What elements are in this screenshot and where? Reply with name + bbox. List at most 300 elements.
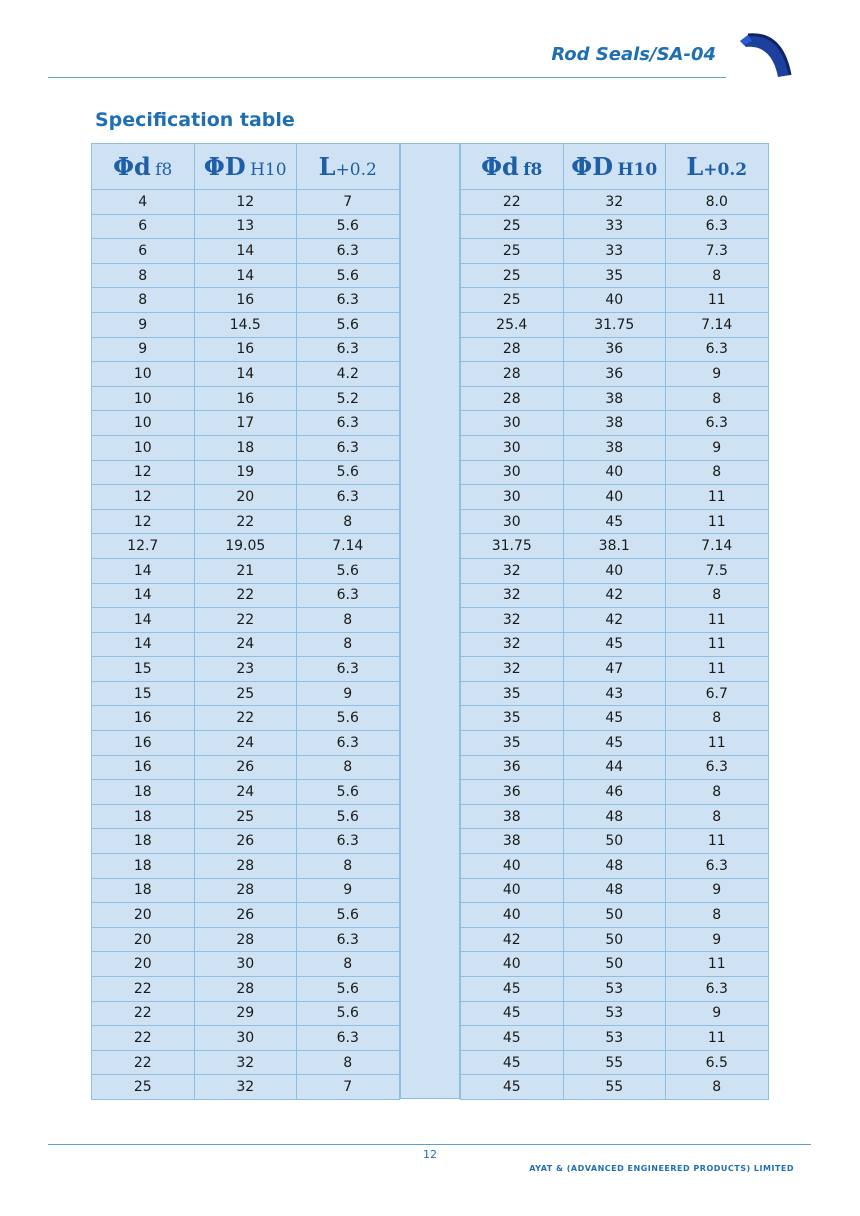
table-cell: 6.3 bbox=[297, 927, 400, 952]
table-cell: 5.6 bbox=[297, 977, 400, 1002]
table-cell: 45 bbox=[461, 1026, 564, 1051]
table-cell: 8 bbox=[297, 509, 400, 534]
table-cell: 32 bbox=[194, 1050, 297, 1075]
table-cell: 11 bbox=[666, 485, 769, 510]
table-cell: 22 bbox=[194, 608, 297, 633]
table-cell: 24 bbox=[194, 632, 297, 657]
table-row bbox=[92, 657, 400, 682]
table-cell: 53 bbox=[563, 1001, 666, 1026]
table-cell: 45 bbox=[461, 1075, 564, 1100]
table-cell: 40 bbox=[563, 558, 666, 583]
table-cell: 16 bbox=[194, 386, 297, 411]
col-header-length: L+0.2 bbox=[666, 144, 769, 190]
table-row bbox=[92, 558, 400, 583]
table-row bbox=[92, 509, 400, 534]
table-row bbox=[92, 632, 400, 657]
table-cell: 11 bbox=[666, 1026, 769, 1051]
table-cell: 10 bbox=[92, 411, 195, 436]
table-cell: 8 bbox=[297, 632, 400, 657]
table-cell: 22 bbox=[194, 706, 297, 731]
table-cell: 20 bbox=[92, 903, 195, 928]
table-row bbox=[461, 903, 769, 928]
table-cell: 53 bbox=[563, 977, 666, 1002]
table-row bbox=[92, 903, 400, 928]
table-cell: 40 bbox=[563, 485, 666, 510]
table-cell: 44 bbox=[563, 755, 666, 780]
table-cell: 6.3 bbox=[666, 411, 769, 436]
table-cell: 45 bbox=[461, 977, 564, 1002]
table-cell: 11 bbox=[666, 731, 769, 756]
col-header-length: L+0.2 bbox=[297, 144, 400, 190]
table-cell: 6.3 bbox=[666, 977, 769, 1002]
table-row bbox=[461, 411, 769, 436]
table-cell: 45 bbox=[563, 706, 666, 731]
table-cell: 14 bbox=[194, 239, 297, 264]
table-row bbox=[461, 460, 769, 485]
table-cell: 6.3 bbox=[297, 485, 400, 510]
table-cell: 32 bbox=[461, 558, 564, 583]
table-cell: 12 bbox=[92, 509, 195, 534]
table-cell: 32 bbox=[563, 190, 666, 215]
table-row bbox=[92, 878, 400, 903]
table-cell: 50 bbox=[563, 903, 666, 928]
table-cell: 8 bbox=[297, 608, 400, 633]
table-cell: 6.7 bbox=[666, 681, 769, 706]
table-cell: 36 bbox=[461, 755, 564, 780]
table-cell: 28 bbox=[461, 386, 564, 411]
table-cell: 7.14 bbox=[666, 312, 769, 337]
table-cell: 45 bbox=[563, 509, 666, 534]
table-cell: 14.5 bbox=[194, 312, 297, 337]
table-row bbox=[92, 460, 400, 485]
page-number: 12 bbox=[423, 1148, 437, 1161]
table-row bbox=[92, 337, 400, 362]
table-cell: 32 bbox=[194, 1075, 297, 1100]
table-row bbox=[461, 731, 769, 756]
table-row bbox=[461, 239, 769, 264]
table-row bbox=[92, 312, 400, 337]
table-cell: 25 bbox=[92, 1075, 195, 1100]
footer-divider bbox=[48, 1144, 811, 1145]
table-row bbox=[92, 288, 400, 313]
table-cell: 11 bbox=[666, 952, 769, 977]
table-row bbox=[461, 435, 769, 460]
table-cell: 24 bbox=[194, 731, 297, 756]
table-row bbox=[92, 411, 400, 436]
table-cell: 8 bbox=[666, 263, 769, 288]
table-cell: 5.6 bbox=[297, 804, 400, 829]
table-row bbox=[461, 263, 769, 288]
table-row bbox=[461, 288, 769, 313]
table-cell: 48 bbox=[563, 878, 666, 903]
table-cell: 12 bbox=[92, 485, 195, 510]
table-cell: 18 bbox=[92, 829, 195, 854]
table-cell: 28 bbox=[461, 362, 564, 387]
col-header-groove-diameter: ΦD H10 bbox=[563, 144, 666, 190]
table-row bbox=[461, 854, 769, 879]
table-row bbox=[92, 263, 400, 288]
table-row bbox=[92, 952, 400, 977]
table-cell: 22 bbox=[92, 1026, 195, 1051]
table-cell: 38 bbox=[563, 435, 666, 460]
table-cell: 36 bbox=[461, 780, 564, 805]
table-cell: 5.6 bbox=[297, 903, 400, 928]
table-cell: 38 bbox=[563, 386, 666, 411]
table-row bbox=[92, 755, 400, 780]
table-row bbox=[92, 190, 400, 215]
table-row bbox=[92, 706, 400, 731]
table-cell: 11 bbox=[666, 288, 769, 313]
table-cell: 31.75 bbox=[461, 534, 564, 559]
table-cell: 6.3 bbox=[297, 435, 400, 460]
section-title: Specification table bbox=[95, 109, 295, 131]
table-cell: 6.3 bbox=[666, 755, 769, 780]
table-cell: 8 bbox=[666, 903, 769, 928]
table-cell: 22 bbox=[92, 977, 195, 1002]
table-cell: 16 bbox=[92, 731, 195, 756]
table-row bbox=[461, 927, 769, 952]
table-cell: 26 bbox=[194, 829, 297, 854]
table-cell: 22 bbox=[194, 583, 297, 608]
table-row bbox=[461, 977, 769, 1002]
table-cell: 48 bbox=[563, 854, 666, 879]
table-cell: 7.14 bbox=[666, 534, 769, 559]
table-cell: 43 bbox=[563, 681, 666, 706]
table-row bbox=[461, 706, 769, 731]
table-cell: 5.2 bbox=[297, 386, 400, 411]
table-cell: 17 bbox=[194, 411, 297, 436]
table-cell: 8 bbox=[92, 288, 195, 313]
table-row bbox=[461, 780, 769, 805]
table-row bbox=[92, 804, 400, 829]
table-cell: 8 bbox=[666, 804, 769, 829]
spec-table-right bbox=[460, 143, 769, 1100]
table-cell: 35 bbox=[461, 731, 564, 756]
table-cell: 38 bbox=[563, 411, 666, 436]
table-cell: 5.6 bbox=[297, 558, 400, 583]
table-row bbox=[461, 608, 769, 633]
table-cell: 28 bbox=[461, 337, 564, 362]
table-cell: 40 bbox=[563, 460, 666, 485]
table-cell: 46 bbox=[563, 780, 666, 805]
table-cell: 36 bbox=[563, 337, 666, 362]
table-cell: 6.3 bbox=[297, 288, 400, 313]
table-cell: 8 bbox=[92, 263, 195, 288]
table-cell: 6.3 bbox=[666, 337, 769, 362]
table-cell: 22 bbox=[92, 1001, 195, 1026]
table-cell: 6.3 bbox=[297, 829, 400, 854]
table-row bbox=[92, 435, 400, 460]
table-cell: 26 bbox=[194, 755, 297, 780]
table-cell: 16 bbox=[194, 288, 297, 313]
table-cell: 25 bbox=[194, 681, 297, 706]
table-cell: 32 bbox=[461, 608, 564, 633]
table-cell: 25 bbox=[194, 804, 297, 829]
table-cell: 35 bbox=[461, 681, 564, 706]
table-cell: 14 bbox=[92, 583, 195, 608]
table-cell: 18 bbox=[92, 854, 195, 879]
table-cell: 8 bbox=[297, 952, 400, 977]
table-row bbox=[461, 657, 769, 682]
col-header-groove-diameter: ΦD H10 bbox=[194, 144, 297, 190]
table-spacer-column bbox=[400, 143, 460, 1099]
table-cell: 5.6 bbox=[297, 312, 400, 337]
table-row bbox=[461, 312, 769, 337]
table-row bbox=[461, 583, 769, 608]
table-row bbox=[92, 854, 400, 879]
table-cell: 5.6 bbox=[297, 214, 400, 239]
table-cell: 7 bbox=[297, 190, 400, 215]
table-row bbox=[461, 1075, 769, 1100]
table-cell: 50 bbox=[563, 829, 666, 854]
table-cell: 22 bbox=[194, 509, 297, 534]
table-cell: 30 bbox=[194, 952, 297, 977]
table-cell: 18 bbox=[92, 804, 195, 829]
table-row bbox=[461, 190, 769, 215]
table-row bbox=[461, 386, 769, 411]
table-cell: 30 bbox=[461, 435, 564, 460]
table-cell: 42 bbox=[563, 583, 666, 608]
table-cell: 8 bbox=[297, 854, 400, 879]
table-cell: 8 bbox=[666, 780, 769, 805]
table-cell: 14 bbox=[92, 558, 195, 583]
table-cell: 11 bbox=[666, 829, 769, 854]
table-row bbox=[92, 731, 400, 756]
table-cell: 20 bbox=[92, 952, 195, 977]
table-cell: 8 bbox=[666, 460, 769, 485]
table-cell: 9 bbox=[666, 362, 769, 387]
table-cell: 12.7 bbox=[92, 534, 195, 559]
table-row bbox=[92, 362, 400, 387]
table-cell: 38.1 bbox=[563, 534, 666, 559]
table-cell: 33 bbox=[563, 239, 666, 264]
table-cell: 32 bbox=[461, 657, 564, 682]
table-cell: 36 bbox=[563, 362, 666, 387]
table-cell: 25 bbox=[461, 263, 564, 288]
table-cell: 28 bbox=[194, 977, 297, 1002]
table-cell: 18 bbox=[92, 780, 195, 805]
table-cell: 7 bbox=[297, 1075, 400, 1100]
table-cell: 28 bbox=[194, 878, 297, 903]
table-row bbox=[461, 509, 769, 534]
table-cell: 6.5 bbox=[666, 1050, 769, 1075]
table-cell: 6.3 bbox=[297, 1026, 400, 1051]
table-cell: 38 bbox=[461, 804, 564, 829]
table-row bbox=[461, 337, 769, 362]
table-cell: 5.6 bbox=[297, 706, 400, 731]
table-cell: 11 bbox=[666, 632, 769, 657]
table-row bbox=[92, 534, 400, 559]
table-cell: 5.6 bbox=[297, 1001, 400, 1026]
table-cell: 16 bbox=[92, 755, 195, 780]
table-cell: 22 bbox=[461, 190, 564, 215]
table-cell: 11 bbox=[666, 657, 769, 682]
table-cell: 9 bbox=[297, 878, 400, 903]
table-cell: 26 bbox=[194, 903, 297, 928]
table-cell: 7.3 bbox=[666, 239, 769, 264]
table-row bbox=[461, 632, 769, 657]
table-cell: 14 bbox=[194, 263, 297, 288]
table-row bbox=[461, 534, 769, 559]
table-cell: 22 bbox=[92, 1050, 195, 1075]
table-cell: 14 bbox=[194, 362, 297, 387]
table-row bbox=[461, 362, 769, 387]
table-cell: 10 bbox=[92, 386, 195, 411]
table-cell: 45 bbox=[563, 632, 666, 657]
table-cell: 6.3 bbox=[297, 337, 400, 362]
table-cell: 19 bbox=[194, 460, 297, 485]
table-cell: 35 bbox=[563, 263, 666, 288]
table-cell: 53 bbox=[563, 1026, 666, 1051]
table-cell: 8.0 bbox=[666, 190, 769, 215]
table-cell: 6 bbox=[92, 214, 195, 239]
table-row bbox=[92, 977, 400, 1002]
table-cell: 38 bbox=[461, 829, 564, 854]
table-cell: 4 bbox=[92, 190, 195, 215]
table-cell: 8 bbox=[297, 1050, 400, 1075]
table-cell: 4.2 bbox=[297, 362, 400, 387]
table-cell: 16 bbox=[92, 706, 195, 731]
table-cell: 12 bbox=[92, 460, 195, 485]
table-row bbox=[461, 214, 769, 239]
spec-table-left bbox=[91, 143, 400, 1100]
table-cell: 6.3 bbox=[297, 583, 400, 608]
table-row bbox=[461, 952, 769, 977]
table-cell: 29 bbox=[194, 1001, 297, 1026]
table-cell: 10 bbox=[92, 362, 195, 387]
table-cell: 6.3 bbox=[297, 239, 400, 264]
table-cell: 30 bbox=[461, 460, 564, 485]
table-cell: 6.3 bbox=[666, 214, 769, 239]
col-header-rod-diameter: Φd f8 bbox=[461, 144, 564, 190]
table-row bbox=[92, 485, 400, 510]
table-cell: 7.14 bbox=[297, 534, 400, 559]
table-cell: 6.3 bbox=[297, 657, 400, 682]
table-cell: 25 bbox=[461, 239, 564, 264]
table-row bbox=[461, 829, 769, 854]
table-cell: 11 bbox=[666, 509, 769, 534]
table-cell: 32 bbox=[461, 583, 564, 608]
table-cell: 45 bbox=[461, 1001, 564, 1026]
table-row bbox=[92, 1001, 400, 1026]
table-cell: 15 bbox=[92, 681, 195, 706]
table-cell: 35 bbox=[461, 706, 564, 731]
table-cell: 48 bbox=[563, 804, 666, 829]
table-cell: 30 bbox=[461, 509, 564, 534]
table-cell: 8 bbox=[666, 706, 769, 731]
table-cell: 9 bbox=[666, 878, 769, 903]
table-row bbox=[461, 878, 769, 903]
table-row bbox=[461, 681, 769, 706]
table-cell: 40 bbox=[461, 854, 564, 879]
table-cell: 45 bbox=[563, 731, 666, 756]
table-cell: 5.6 bbox=[297, 263, 400, 288]
table-cell: 9 bbox=[666, 927, 769, 952]
table-row bbox=[92, 927, 400, 952]
table-row bbox=[92, 780, 400, 805]
table-cell: 15 bbox=[92, 657, 195, 682]
table-cell: 40 bbox=[461, 952, 564, 977]
table-cell: 14 bbox=[92, 608, 195, 633]
table-cell: 8 bbox=[297, 755, 400, 780]
table-cell: 50 bbox=[563, 927, 666, 952]
table-cell: 5.6 bbox=[297, 780, 400, 805]
table-row bbox=[92, 214, 400, 239]
table-cell: 9 bbox=[297, 681, 400, 706]
table-cell: 19.05 bbox=[194, 534, 297, 559]
table-row bbox=[461, 804, 769, 829]
table-row bbox=[92, 239, 400, 264]
table-cell: 11 bbox=[666, 608, 769, 633]
table-cell: 23 bbox=[194, 657, 297, 682]
table-cell: 28 bbox=[194, 927, 297, 952]
table-cell: 40 bbox=[461, 903, 564, 928]
table-cell: 8 bbox=[666, 1075, 769, 1100]
table-row bbox=[92, 829, 400, 854]
table-row bbox=[92, 608, 400, 633]
table-cell: 50 bbox=[563, 952, 666, 977]
table-cell: 31.75 bbox=[563, 312, 666, 337]
table-cell: 8 bbox=[666, 386, 769, 411]
table-cell: 33 bbox=[563, 214, 666, 239]
table-header-row bbox=[92, 144, 400, 190]
table-row bbox=[461, 755, 769, 780]
table-cell: 30 bbox=[461, 411, 564, 436]
table-cell: 6.3 bbox=[297, 731, 400, 756]
table-row bbox=[461, 485, 769, 510]
table-cell: 42 bbox=[563, 608, 666, 633]
document-header-title: Rod Seals/SA-04 bbox=[551, 44, 716, 65]
table-cell: 10 bbox=[92, 435, 195, 460]
col-header-rod-diameter: Φd f8 bbox=[92, 144, 195, 190]
table-cell: 5.6 bbox=[297, 460, 400, 485]
table-row bbox=[461, 1050, 769, 1075]
table-cell: 13 bbox=[194, 214, 297, 239]
company-name: AYAT & (ADVANCED ENGINEERED PRODUCTS) LIMITED bbox=[529, 1164, 794, 1173]
table-cell: 55 bbox=[563, 1050, 666, 1075]
table-cell: 40 bbox=[461, 878, 564, 903]
table-cell: 8 bbox=[666, 583, 769, 608]
table-cell: 20 bbox=[92, 927, 195, 952]
table-cell: 42 bbox=[461, 927, 564, 952]
table-header-row bbox=[461, 144, 769, 190]
table-row bbox=[461, 1001, 769, 1026]
table-cell: 9 bbox=[666, 1001, 769, 1026]
table-cell: 45 bbox=[461, 1050, 564, 1075]
table-cell: 6.3 bbox=[297, 411, 400, 436]
table-cell: 9 bbox=[92, 337, 195, 362]
table-cell: 30 bbox=[461, 485, 564, 510]
table-cell: 6.3 bbox=[666, 854, 769, 879]
table-cell: 25 bbox=[461, 214, 564, 239]
table-cell: 14 bbox=[92, 632, 195, 657]
table-cell: 24 bbox=[194, 780, 297, 805]
table-row bbox=[461, 558, 769, 583]
table-cell: 21 bbox=[194, 558, 297, 583]
table-cell: 28 bbox=[194, 854, 297, 879]
table-cell: 55 bbox=[563, 1075, 666, 1100]
table-cell: 18 bbox=[194, 435, 297, 460]
table-row bbox=[461, 1026, 769, 1051]
table-cell: 30 bbox=[194, 1026, 297, 1051]
table-cell: 32 bbox=[461, 632, 564, 657]
table-cell: 12 bbox=[194, 190, 297, 215]
table-cell: 6 bbox=[92, 239, 195, 264]
table-cell: 7.5 bbox=[666, 558, 769, 583]
table-row bbox=[92, 583, 400, 608]
table-cell: 9 bbox=[92, 312, 195, 337]
table-cell: 25 bbox=[461, 288, 564, 313]
